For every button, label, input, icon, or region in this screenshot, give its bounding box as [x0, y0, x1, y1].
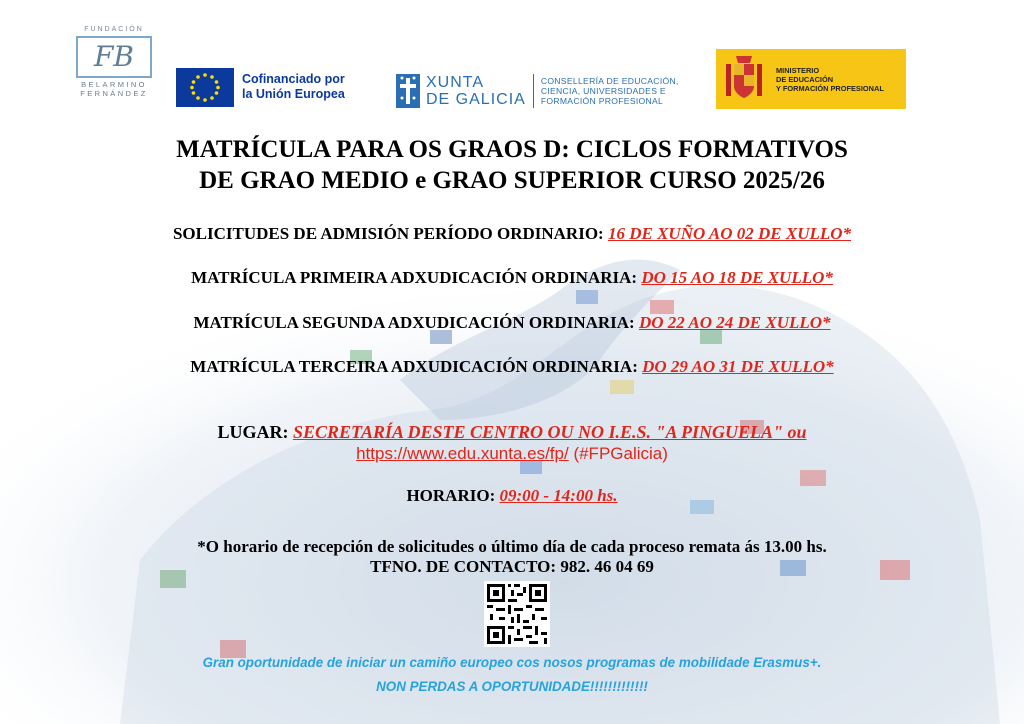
- fp-galicia-link[interactable]: https://www.edu.xunta.es/fp/: [356, 444, 569, 463]
- place-label: LUGAR:: [217, 422, 289, 442]
- fundacion-name-line2: FERNÁNDEZ: [80, 89, 148, 98]
- spain-coat-of-arms-icon: [724, 54, 764, 104]
- period-label: MATRÍCULA SEGUNDA ADXUDICACIÓN ORDINARIA:: [193, 313, 635, 332]
- period-label: MATRÍCULA PRIMEIRA ADXUDICACIÓN ORDINARIA:: [191, 268, 638, 287]
- eu-text-line2: la Unión Europea: [242, 87, 345, 101]
- eu-cofinanced-logo: [176, 67, 345, 107]
- period-dates: DO 15 AO 18 DE XULLO*: [641, 268, 833, 287]
- period-dates: DO 29 AO 31 DE XULLO*: [642, 357, 834, 376]
- ministerio-line3: Y FORMACIÓN PROFESIONAL: [776, 83, 884, 93]
- xunta-line1: XUNTA: [426, 74, 485, 91]
- title-line2: DE GRAO MEDIO e GRAO SUPERIOR CURSO 2025/26: [199, 167, 825, 194]
- fp-galicia-hashtag: (#FPGalicia): [568, 444, 668, 463]
- schedule-value: 09:00 - 14:00 hs.: [499, 486, 618, 505]
- xunta-sub-line1: CONSELLERÍA DE EDUCACIÓN,: [540, 76, 679, 86]
- period-label: MATRÍCULA TERCEIRA ADXUDICACIÓN ORDINARIA:: [190, 357, 638, 376]
- eu-text-line1: Cofinanciado por: [242, 72, 345, 86]
- fundacion-belarmino-logo: [74, 26, 154, 106]
- schedule-label: HORARIO:: [406, 486, 496, 505]
- xunta-galicia-logo: [396, 72, 679, 110]
- xunta-cross-icon: [396, 74, 420, 108]
- place-value: SECRETARÍA DESTE CENTRO OU NO I.E.S. "A PINGUELA" ou: [292, 422, 807, 442]
- period-segunda: [0, 313, 1024, 333]
- qr-code: [484, 581, 550, 647]
- qr-code-graphic: [484, 581, 550, 647]
- place-line: [0, 422, 1024, 443]
- ministerio-line1: MINISTERIO: [776, 65, 820, 75]
- period-terceira: [0, 357, 1024, 377]
- contact-phone: TFNO. DE CONTACTO: 982. 46 04 69: [370, 557, 654, 576]
- title-line1: MATRÍCULA PARA OS GRAOS D: CICLOS FORMATIVOS: [176, 136, 848, 163]
- eu-flag-icon: [176, 68, 234, 107]
- fundacion-name-line1: BELARMINO: [81, 80, 147, 89]
- xunta-line2: DE GALICIA: [426, 91, 526, 108]
- page-title: [0, 134, 1024, 196]
- schedule-line: [0, 486, 1024, 506]
- ministerio-educacion-logo: [716, 49, 906, 109]
- xunta-separator: [533, 74, 534, 108]
- ministerio-line2: DE EDUCACIÓN: [776, 74, 834, 84]
- period-solicitudes: [0, 224, 1024, 244]
- place-link-line: [0, 444, 1024, 464]
- period-dates: 16 DE XUÑO AO 02 DE XULLO*: [607, 224, 852, 243]
- erasmus-message: Gran oportunidade de iniciar un camiño europeo cos nosos programas de mobilidade Erasmus+.: [202, 655, 822, 670]
- xunta-sub-line2: CIENCIA, UNIVERSIDADES E: [540, 86, 666, 96]
- period-label: SOLICITUDES DE ADMISIÓN PERÍODO ORDINARIO:: [172, 224, 604, 243]
- xunta-sub-line3: FORMACIÓN PROFESIONAL: [540, 96, 664, 106]
- fundacion-monogram-text: FB: [93, 40, 134, 73]
- period-primeira: [0, 268, 1024, 288]
- period-dates: DO 22 AO 24 DE XULLO*: [638, 313, 831, 332]
- deadline-note: *O horario de recepción de solicitudes o último día de cada proceso remata ás 13.00 hs.: [197, 537, 827, 556]
- fundacion-monogram: [76, 36, 152, 78]
- fundacion-label: FUNDACIÓN: [84, 26, 144, 33]
- non-perdas-message: NON PERDAS A OPORTUNIDADE!!!!!!!!!!!!!: [376, 679, 648, 694]
